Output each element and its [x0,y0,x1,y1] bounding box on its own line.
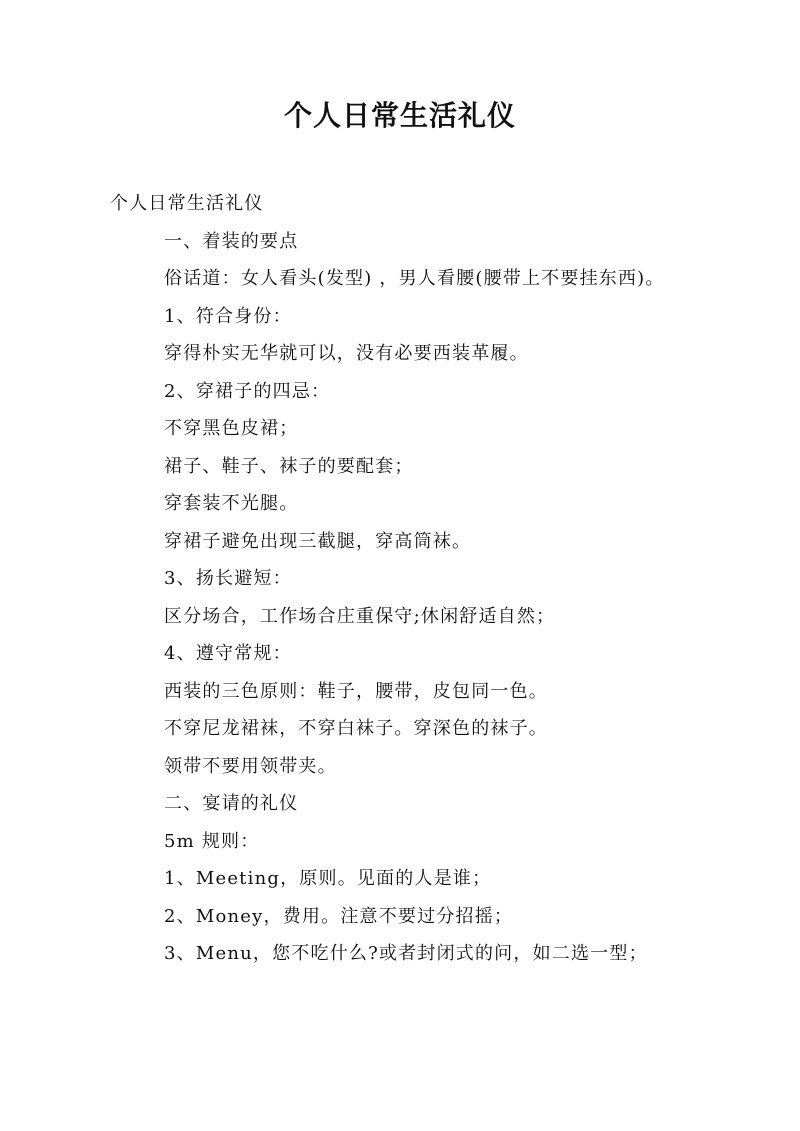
paragraph-rule-3: 3、Menu，您不吃什么?或者封闭式的问，如二选一型； [164,943,648,964]
paragraph-heading: 个人日常生活礼仪 [110,193,264,214]
paragraph-section-one: 一、着装的要点 [164,230,299,252]
paragraph: 裙子、鞋子、袜子的要配套； [164,455,414,477]
paragraph: 穿得朴实无华就可以，没有必要西装革履。 [164,343,529,364]
paragraph-saying: 俗话道：女人看头(发型) ，男人看腰(腰带上不要挂东西)。 [164,268,665,289]
document-title: 个人日常生活礼仪 [283,99,516,132]
paragraph: 领带不要用领带夹。 [164,755,337,777]
paragraph: 不穿尼龙裙袜，不穿白袜子。穿深色的袜子。 [164,718,548,739]
paragraph: 不穿黑色皮裙； [164,418,299,439]
paragraph: 穿裙子避免出现三截腿，穿高筒袜。 [164,530,472,552]
paragraph-item-1: 1、符合身份： [164,305,292,327]
paragraph-section-two: 二、宴请的礼仪 [164,793,299,814]
paragraph-rule-1: 1、Meeting，原则。见面的人是谁； [164,868,492,889]
paragraph: 穿套装不光腿。 [164,493,299,514]
paragraph-item-4: 4、遵守常规： [164,643,292,664]
paragraph-rule: 5m 规则： [164,830,260,852]
paragraph: 西装的三色原则：鞋子，腰带，皮包同一色。 [164,680,548,702]
paragraph-item-2: 2、穿裙子的四忌： [164,380,331,402]
paragraph-rule-2: 2、Money，费用。注意不要过分招摇； [164,905,514,927]
paragraph-item-3: 3、扬长避短： [164,568,292,589]
document-body [110,185,700,973]
paragraph: 区分场合，工作场合庄重保守;休闲舒适自然； [164,605,556,627]
